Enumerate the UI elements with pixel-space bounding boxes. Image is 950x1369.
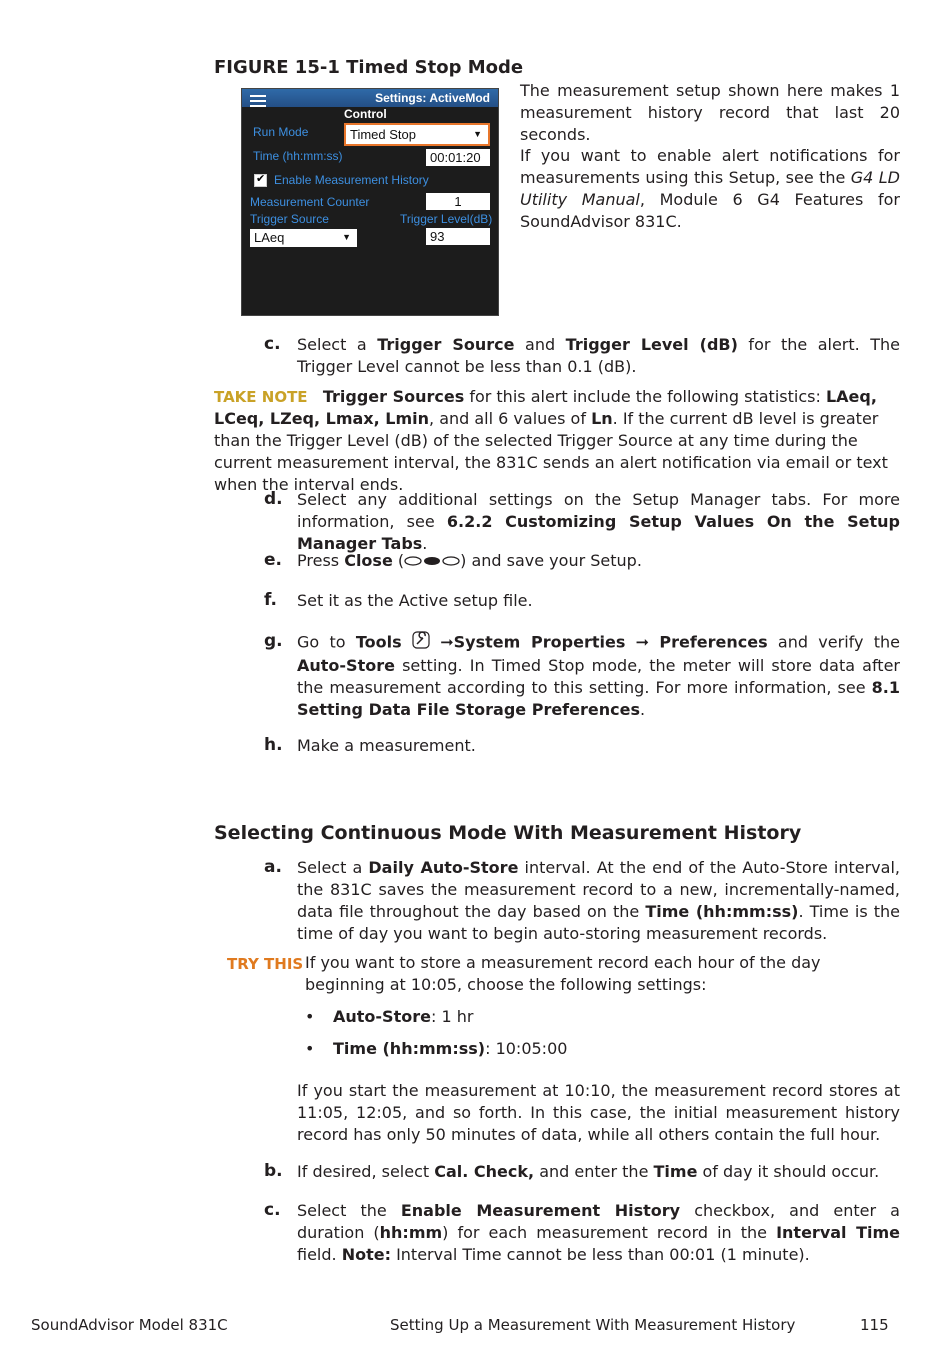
step-label: d. bbox=[264, 489, 283, 509]
step-d-text: Select any additional settings on the Setup Manager tabs. For more information, see 6.2.2 Customizing Setup Values On the Setup Manager Tabs. bbox=[297, 490, 900, 553]
softkey-close-icon bbox=[404, 551, 460, 573]
bullet-item: Time (hh:mm:ss): 10:05:00 bbox=[333, 1039, 568, 1058]
figure-caption-1: The measurement setup shown here makes 1 measurement history record that last 20 seconds. bbox=[520, 81, 900, 144]
arrow-right-icon: ➞ bbox=[440, 632, 454, 652]
step-e-text: Press Close ( ) and save your Setup. bbox=[297, 550, 900, 573]
history-checkbox[interactable] bbox=[254, 174, 267, 187]
step-label: a. bbox=[264, 857, 282, 877]
step-label: h. bbox=[264, 735, 283, 755]
trigger-source-label: Trigger Source bbox=[250, 212, 329, 226]
footer-center: Setting Up a Measurement With Measurement History bbox=[390, 1316, 796, 1334]
try-this-text: If you want to store a measurement record each hour of the day beginning at 10:05, choose the following settings: bbox=[305, 953, 821, 994]
figure-caption-2: If you want to enable alert notifications for measurements using this Setup, see the G4 LD Utility Manual, Module 6 G4 Features for SoundAdvisor 831C. bbox=[520, 146, 901, 231]
step-label: g. bbox=[264, 631, 283, 651]
figure-title: FIGURE 15-1 Timed Stop Mode bbox=[214, 57, 524, 78]
device-screenshot bbox=[241, 88, 499, 316]
bullet-dot: • bbox=[305, 1039, 315, 1058]
dropdown-arrow-icon: ▼ bbox=[473, 129, 482, 139]
bullet-item: Auto-Store: 1 hr bbox=[333, 1007, 474, 1026]
step-c-text: Select a Trigger Source and Trigger Level (dB) for the alert. The Trigger Level cannot be less than 0.1 (dB). bbox=[297, 335, 901, 376]
checkmark-icon: ✔ bbox=[256, 172, 266, 185]
try-this-tag: TRY THIS bbox=[227, 955, 304, 973]
device-section-label: Control bbox=[344, 107, 387, 121]
take-note: TAKE NOTE Trigger Sources for this alert include the following statistics: LAeq, LCeq, LZeq, Lmax, Lmin, and all 6 values of Ln. If the current dB level is greater than the Trigger Level (dB) of the selected Trigger Source at any time during the current measurement interval, the 831C sends an alert notification via email or text when the interval ends. bbox=[214, 387, 888, 494]
time-field[interactable]: 00:01:20 bbox=[426, 149, 490, 166]
time-label: Time (hh:mm:ss) bbox=[253, 149, 343, 163]
step-label: f. bbox=[264, 590, 277, 610]
section-heading: Selecting Continuous Mode With Measurement History bbox=[214, 822, 802, 844]
counter-field[interactable]: 1 bbox=[426, 193, 490, 210]
run-mode-value: Timed Stop bbox=[350, 127, 416, 142]
menu-icon bbox=[250, 92, 266, 104]
step-label: c. bbox=[264, 1200, 281, 1220]
counter-label: Measurement Counter bbox=[250, 195, 370, 209]
trigger-level-label: Trigger Level(dB) bbox=[400, 212, 493, 226]
step-h-text: Make a measurement. bbox=[297, 736, 476, 755]
step-g-text: Go to Tools ➞System Properties ➞ Preferences and verify the Auto-Store setting. In Timed Stop mode, the meter will store data after the measurement according to this setting. For more information, see 8.1 Setting Data File Storage Preferences. bbox=[297, 632, 901, 719]
step-a-text: Select a Daily Auto-Store interval. At the end of the Auto-Store interval, the 831C saves the measurement record to a new, incrementally-named, data file throughout the day based on the Time (hh:mm:ss). Time is the time of day you want to begin auto-storing measurement records. bbox=[297, 858, 900, 943]
device-header-title: Settings: ActiveMod bbox=[375, 91, 490, 105]
trigger-source-value: LAeq bbox=[254, 230, 285, 245]
step-label: e. bbox=[264, 550, 282, 570]
bullet-dot: • bbox=[305, 1007, 315, 1026]
try-this-followup: If you start the measurement at 10:10, the measurement record stores at 11:05, 12:05, and so forth. In this case, the initial measurement history record has only 50 minutes of data, while all others contain the full hour. bbox=[297, 1081, 900, 1144]
history-checkbox-label: Enable Measurement History bbox=[274, 173, 429, 187]
trigger-level-field[interactable]: 93 bbox=[426, 228, 490, 245]
step-f-text: Set it as the Active setup file. bbox=[297, 591, 533, 610]
run-mode-label: Run Mode bbox=[253, 125, 309, 139]
dropdown-arrow-icon: ▼ bbox=[342, 232, 351, 242]
footer-left: SoundAdvisor Model 831C bbox=[31, 1316, 228, 1334]
page-number: 115 bbox=[860, 1316, 889, 1334]
run-mode-select[interactable] bbox=[344, 123, 490, 146]
take-note-tag: TAKE NOTE bbox=[214, 388, 308, 406]
arrow-right-icon: ➞ bbox=[635, 632, 650, 652]
trigger-source-select[interactable] bbox=[250, 229, 357, 247]
wrench-icon bbox=[412, 631, 430, 655]
step-b-text: If desired, select Cal. Check, and enter the Time of day it should occur. bbox=[297, 1162, 880, 1181]
step-c2-text: Select the Enable Measurement History checkbox, and enter a duration (hh:mm) for each measurement record in the Interval Time field. Note: Interval Time cannot be less than 00:01 (1 minute). bbox=[297, 1201, 900, 1264]
step-label: c. bbox=[264, 334, 281, 354]
device-header-bar bbox=[242, 89, 498, 107]
step-label: b. bbox=[264, 1161, 283, 1181]
